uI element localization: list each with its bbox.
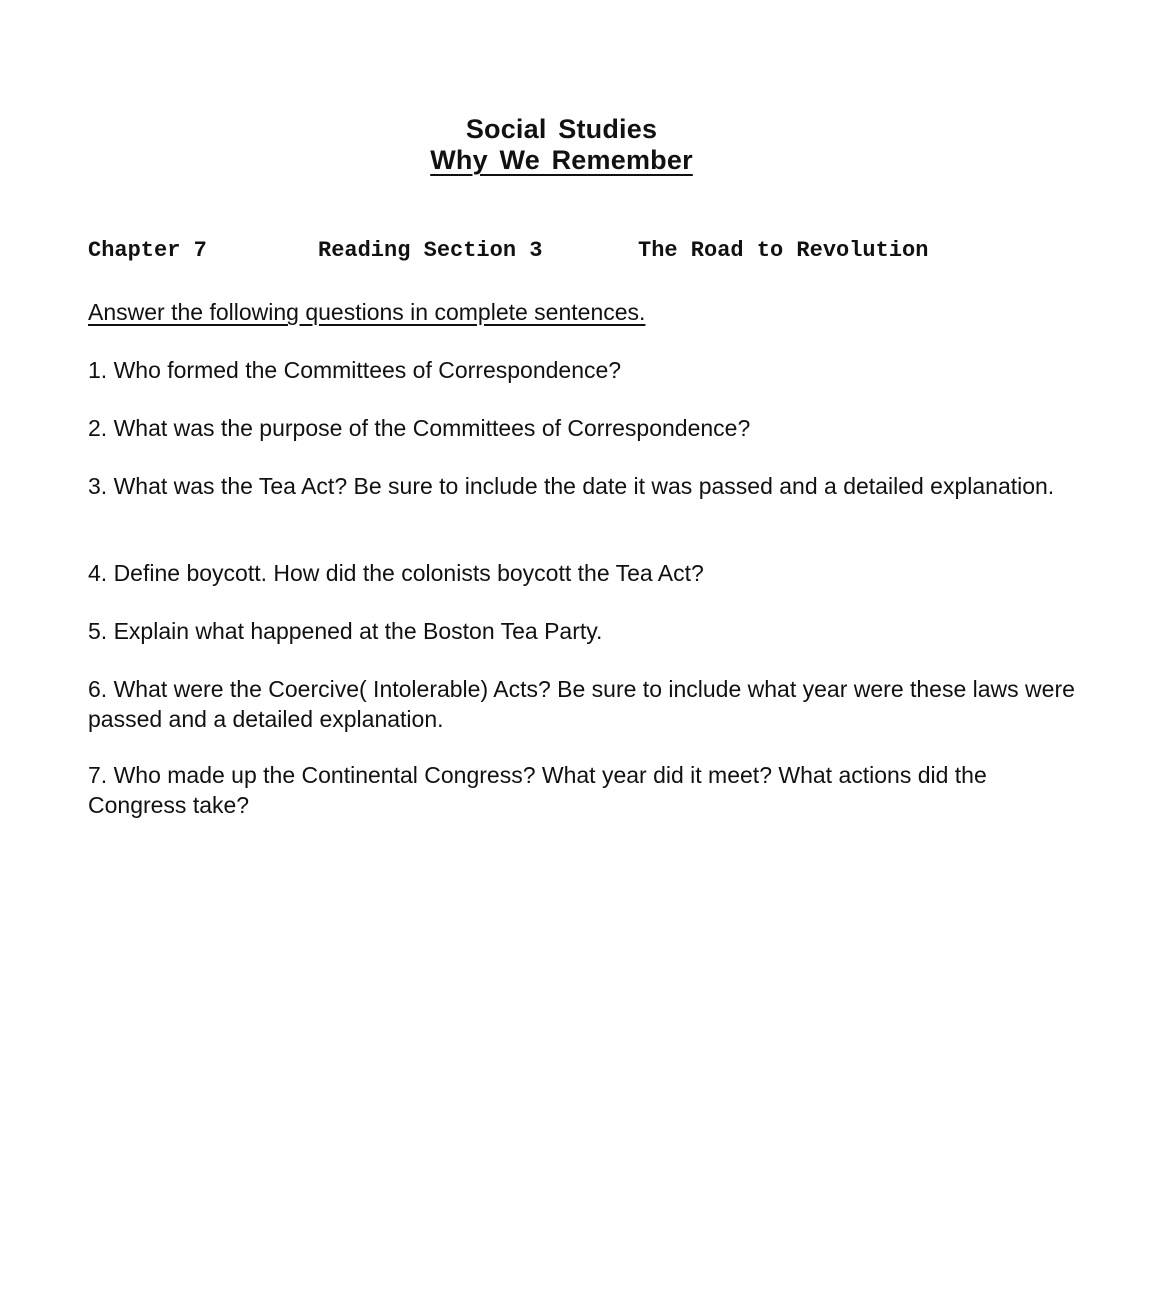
question-6: 6. What were the Coercive( Intolerable) Acts? Be sure to include what year were these laws were passed and a detailed explanation. <box>88 676 1075 732</box>
question-7: 7. Who made up the Continental Congress? What year did it meet? What actions did the Congress take? <box>88 762 987 818</box>
topic-title: The Road to Revolution <box>638 238 929 263</box>
chapter-label: Chapter 7 <box>88 238 207 263</box>
instructions: Answer the following questions in complete sentences. <box>88 299 646 325</box>
question-3: 3. What was the Tea Act? Be sure to include the date it was passed and a detailed explanation. <box>88 473 1055 499</box>
question-5: 5. Explain what happened at the Boston Tea Party. <box>88 618 603 644</box>
question-2: 2. What was the purpose of the Committees of Correspondence? <box>88 415 751 441</box>
question-1: 1. Who formed the Committees of Correspondence? <box>88 357 622 383</box>
reading-section-label: Reading Section 3 <box>318 238 543 263</box>
document-subtitle: Why We Remember <box>430 145 693 175</box>
document-title: Social Studies <box>465 114 658 144</box>
question-4: 4. Define boycott. How did the colonists boycott the Tea Act? <box>88 560 704 586</box>
